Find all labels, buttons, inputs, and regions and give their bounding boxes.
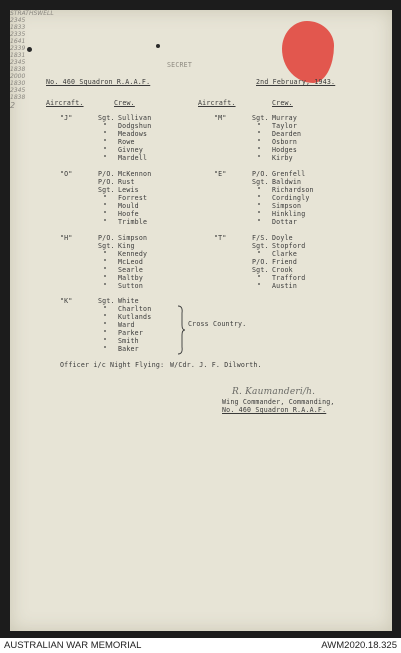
crew-name: Mardell — [118, 154, 148, 162]
pencil-annotation: 1838 — [10, 66, 26, 73]
ditto-mark: " — [103, 321, 108, 329]
ditto-mark: " — [257, 250, 262, 258]
punch-hole — [27, 47, 32, 52]
crew-rank: F/S. — [252, 234, 269, 242]
aircraft-letter: "J" — [60, 114, 73, 122]
ditto-mark: " — [103, 202, 108, 210]
pencil-annotation: 2335 — [10, 31, 26, 38]
signoff-title: Wing Commander, Commanding, — [222, 398, 335, 406]
crew-name: Lewis — [118, 186, 139, 194]
crew-rank: Sgt. — [98, 297, 115, 305]
crew-name: Smith — [118, 337, 139, 345]
crew-name: Kirby — [272, 154, 293, 162]
crew-rank: Sgt. — [98, 186, 115, 194]
ditto-mark: " — [103, 122, 108, 130]
crew-name: Baker — [118, 345, 139, 353]
document-page — [10, 10, 392, 631]
pencil-annotation: 2 — [10, 101, 16, 110]
crew-name: Clarke — [272, 250, 298, 258]
crew-name: Simpson — [272, 202, 302, 210]
crew-name: Baldwin — [272, 178, 302, 186]
crew-name: Doyle — [272, 234, 293, 242]
punch-hole — [156, 44, 160, 48]
aircraft-letter: "O" — [60, 170, 73, 178]
crew-rank: P/O. — [98, 178, 115, 186]
crew-name: Kutlands — [118, 313, 152, 321]
aircraft-letter: "T" — [214, 234, 227, 242]
pencil-annotation: STRATHSWELL — [10, 10, 54, 17]
crew-name: Meadows — [118, 130, 148, 138]
crew-name: Trafford — [272, 274, 306, 282]
cross-country-label: Cross Country. — [188, 320, 247, 328]
officer-label: Officer i/c Night Flying: — [60, 361, 165, 369]
crew-name: Hinkling — [272, 210, 306, 218]
ditto-mark: " — [257, 130, 262, 138]
pencil-annotation: 2345 — [10, 59, 26, 66]
stamp-text: SECRET — [167, 61, 193, 69]
crew-name: Taylor — [272, 122, 298, 130]
ditto-mark: " — [103, 337, 108, 345]
ditto-mark: " — [103, 274, 108, 282]
crew-name: McKennon — [118, 170, 152, 178]
ditto-mark: " — [103, 282, 108, 290]
ditto-mark: " — [103, 218, 108, 226]
pencil-annotation: 1831 — [10, 52, 26, 59]
crew-name: Ward — [118, 321, 135, 329]
crew-name: Austin — [272, 282, 298, 290]
crew-name: Dodgshun — [118, 122, 152, 130]
crew-name: McLeod — [118, 258, 144, 266]
crew-name: Parker — [118, 329, 144, 337]
aircraft-letter: "E" — [214, 170, 227, 178]
header-aircraft-left: Aircraft. — [46, 99, 84, 107]
crew-name: Mould — [118, 202, 139, 210]
crew-rank: Sgt. — [252, 266, 269, 274]
ditto-mark: " — [103, 130, 108, 138]
pencil-annotation: 1838 — [10, 94, 26, 101]
ditto-mark: " — [103, 313, 108, 321]
crew-name: Trimble — [118, 218, 148, 226]
header-aircraft-right: Aircraft. — [198, 99, 236, 107]
ditto-mark: " — [257, 218, 262, 226]
ditto-mark: " — [103, 345, 108, 353]
ditto-mark: " — [103, 154, 108, 162]
aircraft-letter: "H" — [60, 234, 73, 242]
ditto-mark: " — [103, 329, 108, 337]
crew-rank: P/O. — [252, 170, 269, 178]
brace-mark — [176, 305, 186, 355]
ditto-mark: " — [257, 138, 262, 146]
footer-institution: AUSTRALIAN WAR MEMORIAL — [4, 640, 142, 651]
ditto-mark: " — [257, 282, 262, 290]
crew-rank: Sgt. — [252, 242, 269, 250]
crew-rank: P/O. — [98, 234, 115, 242]
crew-name: King — [118, 242, 135, 250]
ditto-mark: " — [103, 138, 108, 146]
ditto-mark: " — [103, 250, 108, 258]
crew-name: Maltby — [118, 274, 144, 282]
ditto-mark: " — [103, 210, 108, 218]
ditto-mark: " — [257, 210, 262, 218]
crew-rank: P/O. — [98, 170, 115, 178]
crew-rank: Sgt. — [252, 114, 269, 122]
footer-accession: AWM2020.18.325 — [321, 640, 397, 651]
crew-name: Hoofe — [118, 210, 139, 218]
crew-name: Charlton — [118, 305, 152, 313]
crew-name: Sullivan — [118, 114, 152, 122]
pencil-annotation: 2000 — [10, 73, 26, 80]
ditto-mark: " — [103, 305, 108, 313]
crew-name: Crook — [272, 266, 293, 274]
ditto-mark: " — [103, 258, 108, 266]
crew-name: Givney — [118, 146, 144, 154]
header-crew-left: Crew. — [114, 99, 135, 107]
crew-name: Kennedy — [118, 250, 148, 258]
ditto-mark: " — [257, 274, 262, 282]
crew-name: Simpson — [118, 234, 148, 242]
crew-name: Forrest — [118, 194, 148, 202]
crew-name: Grenfell — [272, 170, 306, 178]
crew-rank: Sgt. — [252, 178, 269, 186]
ditto-mark: " — [257, 202, 262, 210]
crew-rank: Sgt. — [98, 114, 115, 122]
pencil-annotation: 1830 — [10, 80, 26, 87]
crew-name: Cordingly — [272, 194, 310, 202]
ditto-mark: " — [257, 186, 262, 194]
crew-name: Osborn — [272, 138, 298, 146]
signature: R. Kaumanderi/h. — [232, 387, 316, 397]
ditto-mark: " — [257, 122, 262, 130]
officer-name: W/Cdr. J. F. Dilworth. — [170, 361, 262, 369]
ditto-mark: " — [103, 194, 108, 202]
crew-name: Searle — [118, 266, 144, 274]
ditto-mark: " — [257, 194, 262, 202]
document-date: 2nd February, 1943. — [256, 78, 336, 86]
ditto-mark: " — [257, 154, 262, 162]
ditto-mark: " — [103, 146, 108, 154]
crew-name: Rust — [118, 178, 135, 186]
crew-name: Dottar — [272, 218, 298, 226]
crew-name: Rowe — [118, 138, 135, 146]
crew-name: White — [118, 297, 139, 305]
crew-name: Hodges — [272, 146, 298, 154]
crew-name: Stopford — [272, 242, 306, 250]
crew-rank: P/O. — [252, 258, 269, 266]
aircraft-letter: "M" — [214, 114, 227, 122]
crew-name: Friend — [272, 258, 298, 266]
signoff-unit: No. 460 Squadron R.A.A.F. — [222, 406, 327, 414]
archive-footer — [0, 638, 401, 653]
ditto-mark: " — [103, 266, 108, 274]
header-crew-right: Crew. — [272, 99, 293, 107]
pencil-annotation: 1833 — [10, 24, 26, 31]
pencil-annotation: 1641 — [10, 38, 26, 45]
crew-name: Richardson — [272, 186, 314, 194]
crew-rank: Sgt. — [98, 242, 115, 250]
pencil-annotation: 2345 — [10, 87, 26, 94]
crew-name: Murray — [272, 114, 298, 122]
pencil-annotation: 2339 — [10, 45, 26, 52]
pencil-annotation: 2345 — [10, 17, 26, 24]
ditto-mark: " — [257, 146, 262, 154]
aircraft-letter: "K" — [60, 297, 73, 305]
squadron-title: No. 460 Squadron R.A.A.F. — [46, 78, 151, 86]
crew-name: Sutton — [118, 282, 144, 290]
crew-name: Dearden — [272, 130, 302, 138]
